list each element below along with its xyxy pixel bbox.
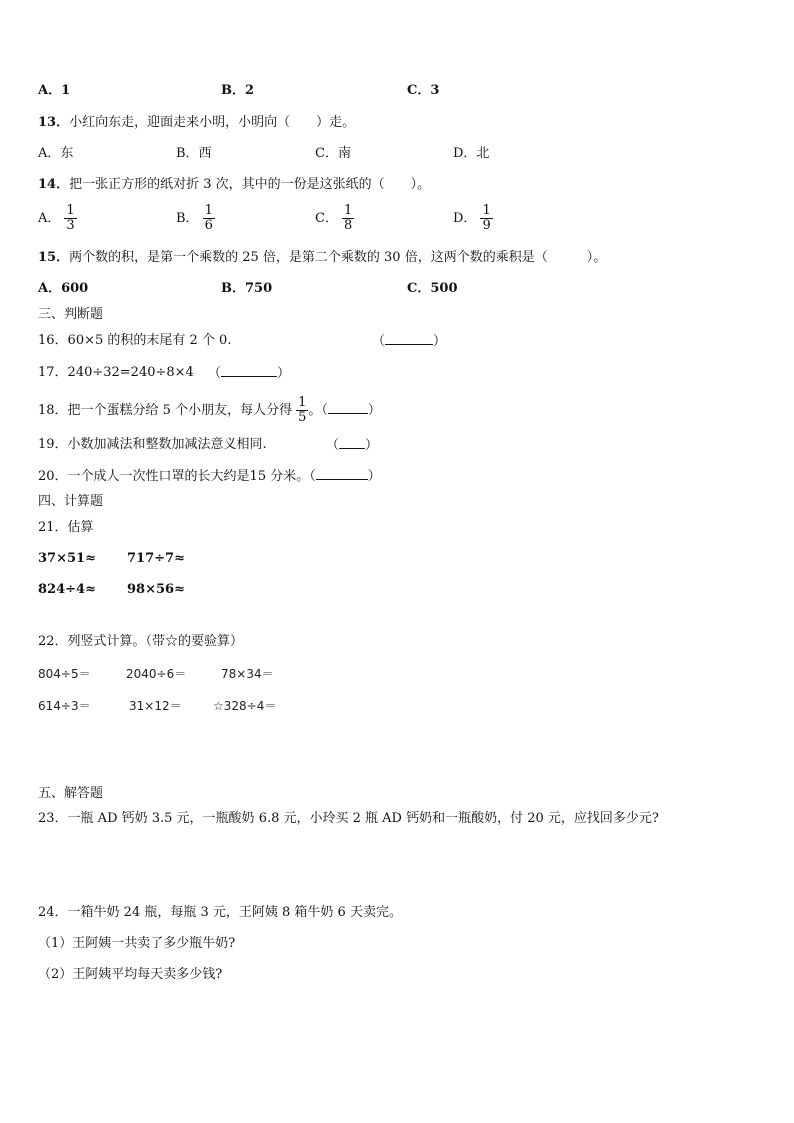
- q12-option-c: C．3: [407, 83, 440, 98]
- q14-option-b: [176, 204, 215, 233]
- calc-item: 614÷3＝: [38, 699, 91, 713]
- q14-option-b-fraction: $\frac{1}{6}$: [204, 203, 213, 233]
- question-19-answer-blank: （ ）: [326, 438, 379, 453]
- question-16-answer-blank: （ ）: [372, 334, 447, 349]
- question-15: [38, 250, 606, 266]
- question-21-title: 21．估算: [38, 520, 94, 535]
- calc-item: 78×34＝: [221, 667, 274, 681]
- section-3-heading: 三、判断题: [38, 307, 104, 322]
- q14-option-d-fraction: $\frac{1}{9}$: [482, 203, 491, 233]
- q14-option-b-label: B．: [176, 211, 199, 226]
- question-14-text: 把一张正方形的纸对折 3 次，其中的一份是这张纸的（ ）。: [69, 177, 431, 192]
- q13-option-b: B．西: [176, 146, 212, 161]
- question-15-text: 两个数的积，是第一个乘数的 25 倍，是第二个乘数的 30 倍，这两个数的乘积是（ ）。: [69, 250, 607, 265]
- q13-option-a: A．东: [38, 146, 74, 161]
- question-14: [38, 177, 430, 193]
- q14-option-c-label: C．: [315, 211, 338, 226]
- calc-item: 31×12＝: [129, 699, 182, 713]
- question-16: 16．60×5 的积的末尾有 2 个 0.: [38, 333, 232, 348]
- q14-option-d-label: D．: [453, 211, 477, 226]
- calc-item: ☆328÷4＝: [213, 699, 277, 713]
- question-17-answer-blank: （ ）: [208, 366, 291, 381]
- question-23: 23．一瓶 AD 钙奶 3.5 元，一瓶酸奶 6.8 元，小玲买 2 瓶 AD 钙奶和一瓶酸奶，付 20 元，应找回多少元?: [38, 811, 659, 826]
- question-14-number: 14．: [38, 177, 70, 192]
- question-20: 20．一个成人一次性口罩的长大约是15 分米。（ ）: [38, 469, 381, 484]
- q15-option-c: C．500: [407, 281, 458, 296]
- q14-option-a-fraction: $\frac{1}{3}$: [66, 203, 75, 233]
- estimate-item: 37×51≈: [38, 551, 96, 566]
- question-18: 18．把一个蛋糕分给 5 个小朋友，每人分得 $\frac{1}{5}$ 。（ ）: [38, 395, 381, 425]
- question-17: 17．240÷32=240÷8×4: [38, 365, 194, 380]
- q12-option-b: B．2: [221, 83, 255, 98]
- q14-option-c-fraction: $\frac{1}{8}$: [343, 203, 353, 233]
- question-19: 19．小数加减法和整数加减法意义相同.: [38, 437, 267, 452]
- estimate-item: 98×56≈: [127, 582, 185, 597]
- question-20-answer-blank: [316, 468, 368, 480]
- question-13-number: 13．: [38, 115, 70, 130]
- question-18-text: 18．把一个蛋糕分给 5 个小朋友，每人分得: [38, 403, 293, 418]
- question-24-part-2: （2）王阿姨平均每天卖多少钱?: [38, 967, 223, 982]
- question-22-title: 22．列竖式计算。（带☆的要验算）: [38, 634, 244, 649]
- section-4-heading: 四、计算题: [38, 494, 104, 509]
- estimate-item: 717÷7≈: [127, 551, 185, 566]
- question-13: [38, 115, 355, 131]
- q15-option-b: B．750: [221, 281, 273, 296]
- calc-item: 2040÷6＝: [126, 667, 187, 681]
- estimate-item: 824÷4≈: [38, 582, 96, 597]
- calc-item: 804÷5＝: [38, 667, 91, 681]
- q14-option-c: [315, 204, 354, 233]
- q14-option-d: [453, 204, 493, 233]
- question-20-text: 20．一个成人一次性口罩的长大约是15 分米。（: [38, 469, 316, 484]
- q15-option-a: A．600: [38, 281, 89, 296]
- question-24: 24．一箱牛奶 24 瓶，每瓶 3 元，王阿姨 8 箱牛奶 6 天卖完。: [38, 905, 402, 920]
- q13-option-d: D．北: [453, 146, 490, 161]
- q14-option-a: [38, 204, 77, 233]
- q13-option-c: C．南: [315, 146, 351, 161]
- q14-option-a-label: A．: [38, 211, 61, 226]
- question-18-fraction: $\frac{1}{5}$: [298, 395, 307, 425]
- question-24-part-1: （1）王阿姨一共卖了多少瓶牛奶?: [38, 936, 236, 951]
- question-13-text: 小红向东走，迎面走来小明，小明向（ ）走。: [69, 115, 356, 130]
- question-18-answer-blank: [328, 402, 368, 414]
- q12-option-a: A．1: [38, 83, 71, 98]
- question-15-number: 15．: [38, 250, 70, 265]
- section-5-heading: 五、解答题: [38, 786, 104, 801]
